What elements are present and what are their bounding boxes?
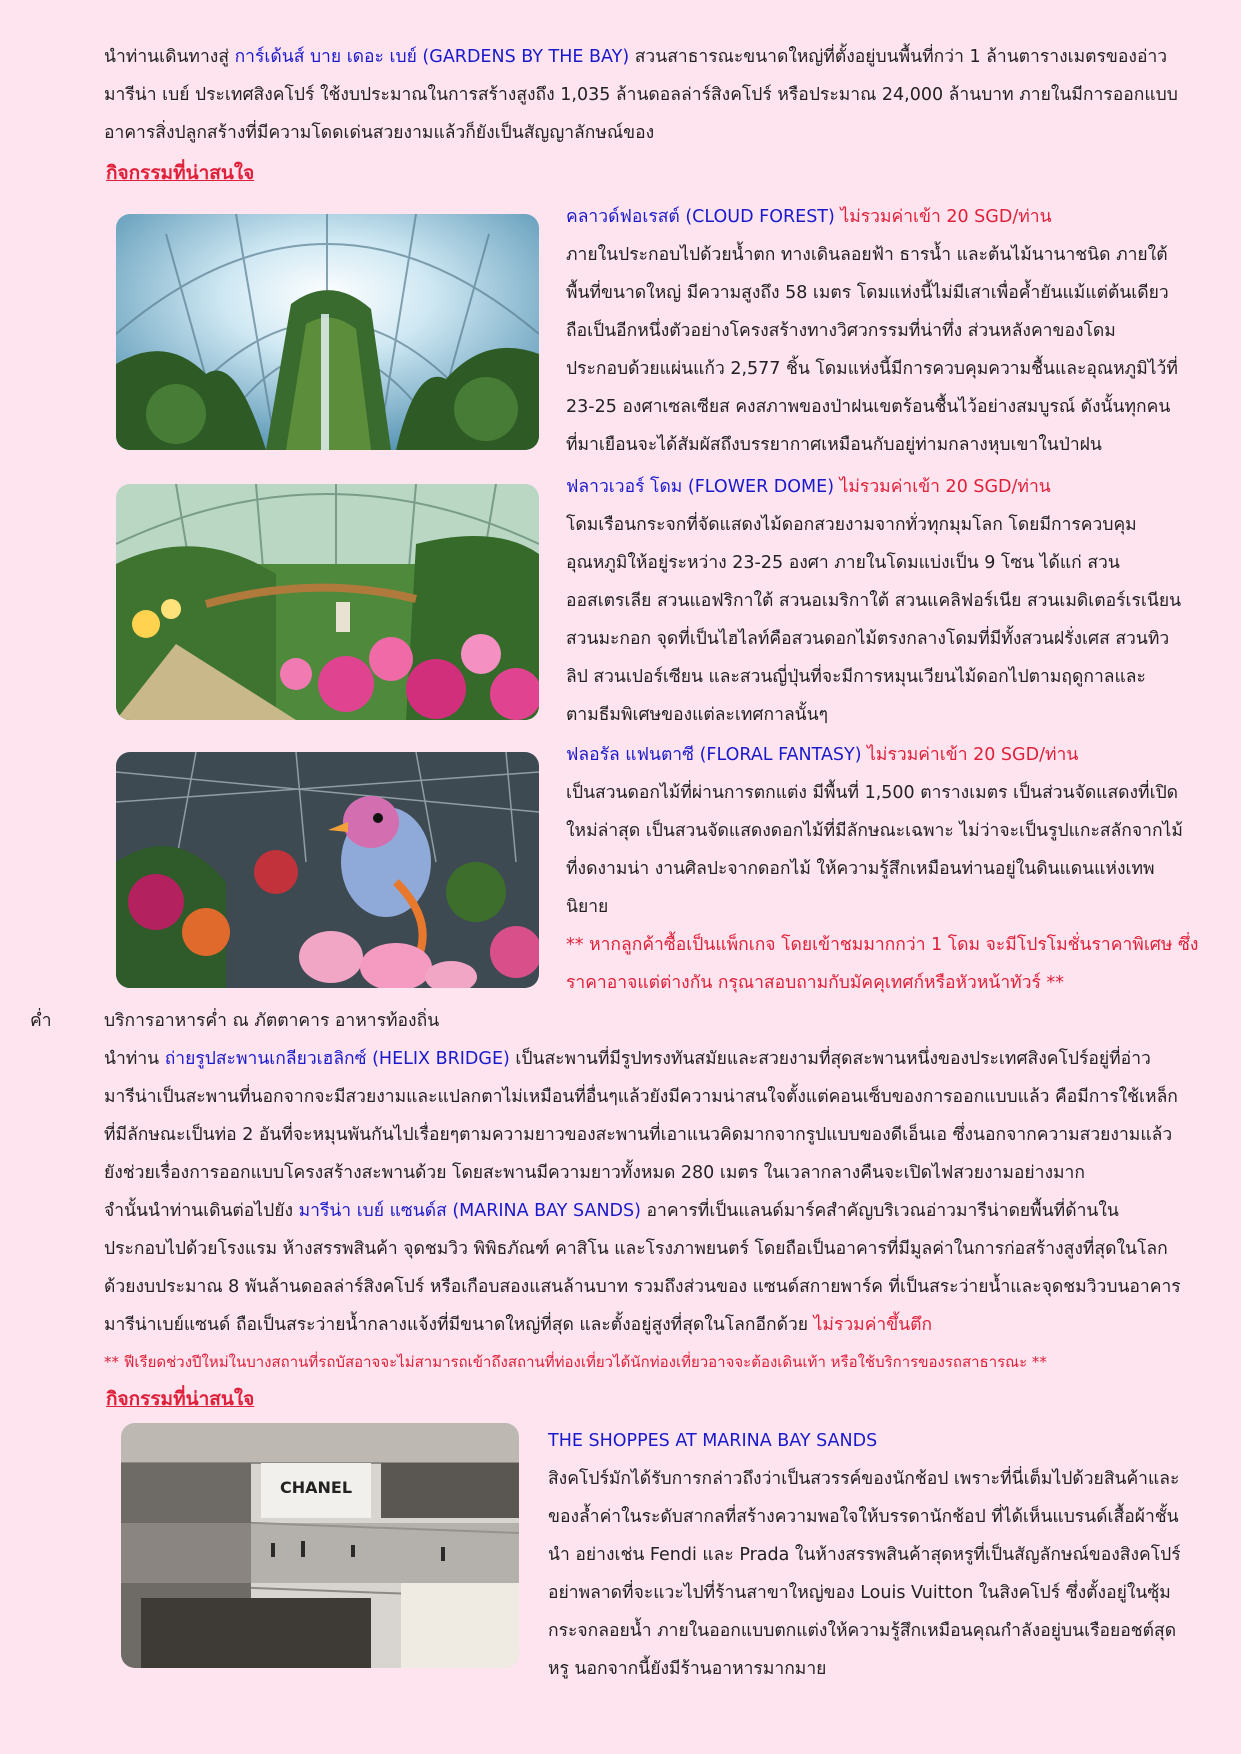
helix-line: ยังช่วยเรื่องการออกแบบโครงสร้างสะพานด้วย โดยสะพานมีความยาวทั้งหมด 280 เมตร ในเวลากลางคืนจะเปิดไฟสวยงามอย่างมาก	[104, 1163, 1085, 1183]
flower-dome-title: ฟลาวเวอร์ โดม (FLOWER DOME)	[566, 477, 835, 497]
flower-dome-line: ลิป สวนเปอร์เซียน และสวนญี่ปุ่นที่จะมีการหมุนเวียนไม้ดอกไปตามฤดูกาลและ	[566, 667, 1146, 687]
section-heading-activities: กิจกรรมที่น่าสนใจ	[106, 162, 255, 184]
floral-fantasy-line: นิยาย	[566, 897, 609, 917]
intro-line-3: อาคารสิ่งปลูกสร้างที่มีความโดดเด่นสวยงามแล้วก็ยังเป็นสัญญาลักษณ์ของ	[104, 123, 655, 143]
cloud-forest-line: ภายในประกอบไปด้วยน้ำตก ทางเดินลอยฟ้า ธารน้ำ และต้นไม้นานาชนิด ภายใต้	[566, 245, 1168, 265]
cloud-forest-line: ประกอบด้วยแผ่นแก้ว 2,577 ชิ้น โดมแห่งนี้มีการควบคุมความชื้นและอุณหภูมิไว้ที่	[566, 359, 1178, 379]
floral-fantasy-line: ที่งดงามน่า งานศิลปะจากดอกไม้ ให้ความรู้สึกเหมือนท่านอยู่ในดินแดนแห่งเทพ	[566, 859, 1155, 879]
shoppes-line: หรู นอกจากนี้ยังมีร้านอาหารมากมาย	[548, 1659, 827, 1679]
mbs-rest: อาคารที่เป็นแลนด์มาร์คสำคัญบริเวณอ่าวมารีน่าดยพื้นที่ด้านใน	[640, 1201, 1119, 1221]
flower-dome-photo	[116, 484, 539, 720]
cloud-forest-title-line	[566, 198, 1206, 236]
cloud-forest-line: ที่มาเยือนจะได้สัมผัสถึงบรรยากาศเหมือนกับอยู่ท่ามกลางหุบเขาในป่าฝน	[566, 435, 1102, 455]
helix-bridge-name: ถ่ายรูปสะพานเกลียวเฮลิกซ์ (HELIX BRIDGE)	[164, 1049, 510, 1069]
mbs-line: ประกอบไปด้วยโรงแรม ห้างสรรพสินค้า จุดชมวิว พิพิธภัณฑ์ คาสิโน และโรงภาพยนตร์ โดยถือเป็นอาคารที่มีมูลค่าในการก่อสร้างสูงที่สุดในโลก	[104, 1239, 1168, 1259]
helix-line-1	[104, 1040, 1224, 1078]
chanel-sign: CHANEL	[279, 1478, 353, 1497]
helix-line: มารีน่าเป็นสะพานที่นอกจากจะมีสวยงามและแปลกตาไม่เหมือนที่อื่นๆแล้วยังมีความน่าสนใจตั้งแต่คอนเซ็บของการออกแบบแล้ว คือมีการใช้เหล็ก	[104, 1087, 1178, 1107]
helix-line: ที่มีลักษณะเป็นท่อ 2 อันที่จะหมุนพันกันไปเรื่อยๆตามความยาวของสะพานที่เอาแนวคิดมากจากรูปแบบของดีเอ็นเอ ซึ่งนอกจากความสวยงามแล้ว	[104, 1125, 1173, 1145]
floral-fantasy-title: ฟลอรัล แฟนตาซี (FLORAL FANTASY)	[566, 745, 862, 765]
mbs-lead: จำนั้นนำท่านเดินต่อไปยัง	[104, 1201, 299, 1221]
flower-dome-section	[566, 468, 1206, 734]
floral-fantasy-title-line	[566, 736, 1206, 774]
cloud-forest-fee: ไม่รวมค่าเข้า 20 SGD/ท่าน	[834, 207, 1052, 227]
skypark-fee: ไม่รวมค่าขึ้นตึก	[813, 1315, 933, 1335]
intro-line-2: มารีน่า เบย์ ประเทศสิงคโปร์ ใช้งบประมาณในการสร้างสูงถึง 1,035 ล้านดอลล่าร์สิงคโปร์ หรือประมาณ 24,000 ล้านบาท ภายในมีการออกแบบ	[104, 85, 1178, 105]
floral-fantasy-photo	[116, 752, 539, 988]
flower-dome-line: สวนมะกอก จุดที่เป็นไฮไลท์คือสวนดอกไม้ตรงกลางโดมที่มีทั้งสวนฝรั่งเศส สวนทิว	[566, 629, 1170, 649]
shoppes-line: นำ อย่างเช่น Fendi และ Prada ในห้างสรรพสินค้าสุดหรูที่เป็นสัญลักษณ์ของสิงคโปร์	[548, 1545, 1181, 1565]
flower-dome-line: โดมเรือนกระจกที่จัดแสดงไม้ดอกสวยงามจากทั่วทุกมุมโลก โดยมีการควบคุม	[566, 515, 1137, 535]
dinner-label: ค่ำ	[30, 1011, 52, 1031]
shoppes-photo	[121, 1423, 519, 1668]
marina-bay-sands-paragraph	[104, 1192, 1224, 1344]
marina-bay-sands-name: มารีน่า เบย์ แซนด์ส (MARINA BAY SANDS)	[298, 1201, 641, 1221]
mbs-line: ด้วยงบประมาณ 8 พันล้านดอลล่าร์สิงคโปร์ หรือเกือบสองแสนล้านบาท รวมถึงส่วนของ แซนด์สกายพาร์ค ที่เป็นสระว่ายน้ำและจุดชมวิวบนอาคาร	[104, 1277, 1181, 1297]
shoppes-line: ของล้ำค่าในระดับสากลที่สร้างความพอใจให้บรรดานักช้อป ที่ได้เห็นแบรนด์เสื้อผ้าชั้น	[548, 1507, 1179, 1527]
intro-lead: นำท่านเดินทางสู่	[104, 47, 235, 67]
floral-fantasy-line: ใหม่ล่าสุด เป็นสวนจัดแสดงดอกไม้ที่มีลักษณะเฉพาะ ไม่ว่าจะเป็นรูปแกะสลักจากไม้	[566, 821, 1183, 841]
cloud-forest-line: ถือเป็นอีกหนึ่งตัวอย่างโครงสร้างทางวิศวกรรมที่น่าทึ่ง ส่วนหลังคาของโดม	[566, 321, 1116, 341]
flower-dome-line: ออสเตรเลีย สวนแอฟริกาใต้ สวนอเมริกาใต้ สวนแคลิฟอร์เนีย สวนเมดิเตอร์เรเนียน	[566, 591, 1182, 611]
cloud-forest-line: 23-25 องศาเซลเซียส คงสภาพของป่าฝนเขตร้อนชื้นไว้อย่างสมบูรณ์ ดังนั้นทุกคน	[566, 397, 1171, 417]
cloud-forest-title: คลาวด์ฟอเรสต์ (CLOUD FOREST)	[566, 207, 835, 227]
new-year-note: ** ฟีเรียดช่วงปีใหม่ในบางสถานที่รถบัสอาจจะไม่สามารถเข้าถึงสถานที่ท่องเที่ยวได้นักท่องเที่ยวอาจจะต้องเดินเท้า หรือใช้บริการของรถสาธารณะ **	[104, 1353, 1047, 1371]
shoppes-line: อย่าพลาดที่จะแวะไปที่ร้านสาขาใหญ่ของ Louis Vuitton ในสิงคโปร์ ซึ่งตั้งอยู่ในซุ้ม	[548, 1583, 1171, 1603]
package-note-line: ราคาอาจแต่ต่างกัน กรุณาสอบถามกับมัคคุเทศก์หรือหัวหน้าทัวร์ **	[566, 973, 1064, 993]
intro-rest: สวนสาธารณะขนาดใหญ่ที่ตั้งอยู่บนพื้นที่กว่า 1 ล้านตารางเมตรของอ่าว	[629, 47, 1168, 67]
helix-bridge-paragraph	[104, 1040, 1224, 1192]
section-heading-activities-2: กิจกรรมที่น่าสนใจ	[106, 1388, 255, 1410]
floral-fantasy-line: เป็นสวนดอกไม้ที่ผ่านการตกแต่ง มีพื้นที่ 1,500 ตารางเมตร เป็นส่วนจัดแสดงที่เปิด	[566, 783, 1179, 803]
flower-dome-line: ตามธีมพิเศษของแต่ละเทศกาลนั้นๆ	[566, 705, 828, 725]
floral-fantasy-section	[566, 736, 1206, 1002]
intro-paragraph	[104, 38, 1214, 152]
helix-rest: เป็นสะพานที่มีรูปทรงทันสมัยและสวยงามที่สุดสะพานหนึ่งของประเทศสิงคโปร์อยู่ที่อ่าว	[509, 1049, 1151, 1069]
shoppes-line: สิงคโปร์มักได้รับการกล่าวถึงว่าเป็นสวรรค์ของนักช้อป เพราะที่นี่เต็มไปด้วยสินค้าและ	[548, 1469, 1180, 1489]
flower-dome-line: อุณหภูมิให้อยู่ระหว่าง 23-25 องศา ภายในโดมแบ่งเป็น 9 โซน ได้แก่ สวน	[566, 553, 1120, 573]
helix-lead: นำท่าน	[104, 1049, 165, 1069]
cloud-forest-line: พื้นที่ขนาดใหญ่ มีความสูงถึง 58 เมตร โดมแห่งนี้ไม่มีเสาเพื่อค้ำยันแม้แต่ต้นเดียว	[566, 283, 1169, 303]
shoppes-section	[548, 1422, 1208, 1688]
mbs-last-text: มารีน่าเบย์แซนด์ ถือเป็นสระว่ายน้ำกลางแจ้งที่มีขนาดใหญ่ที่สุด และตั้งอยู่สูงที่สุดในโลกอีกด้วย	[104, 1315, 814, 1335]
mbs-last-line	[104, 1306, 1224, 1344]
flower-dome-title-line	[566, 468, 1206, 506]
shoppes-title: THE SHOPPES AT MARINA BAY SANDS	[548, 1431, 878, 1451]
dinner-text: บริการอาหารค่ำ ณ ภัตตาคาร อาหารท้องถิ่น	[104, 1011, 440, 1031]
gardens-by-the-bay-name: การ์เด้นส์ บาย เดอะ เบย์ (GARDENS BY THE BAY)	[234, 47, 630, 67]
package-note-line: ** หากลูกค้าซื้อเป็นแพ็กเกจ โดยเข้าชมมากกว่า 1 โดม จะมีโปรโมชั่นราคาพิเศษ ซึ่ง	[566, 935, 1199, 955]
floral-fantasy-fee: ไม่รวมค่าเข้า 20 SGD/ท่าน	[861, 745, 1079, 765]
cloud-forest-section	[566, 198, 1206, 464]
mbs-line-1	[104, 1192, 1224, 1230]
shoppes-line: กระจกลอยน้ำ ภายในออกแบบตกแต่งให้ความรู้สึกเหมือนคุณกำลังอยู่บนเรือยอชต์สุด	[548, 1621, 1177, 1641]
flower-dome-fee: ไม่รวมค่าเข้า 20 SGD/ท่าน	[834, 477, 1051, 497]
intro-line-1	[104, 38, 1214, 76]
cloud-forest-photo	[116, 214, 539, 450]
